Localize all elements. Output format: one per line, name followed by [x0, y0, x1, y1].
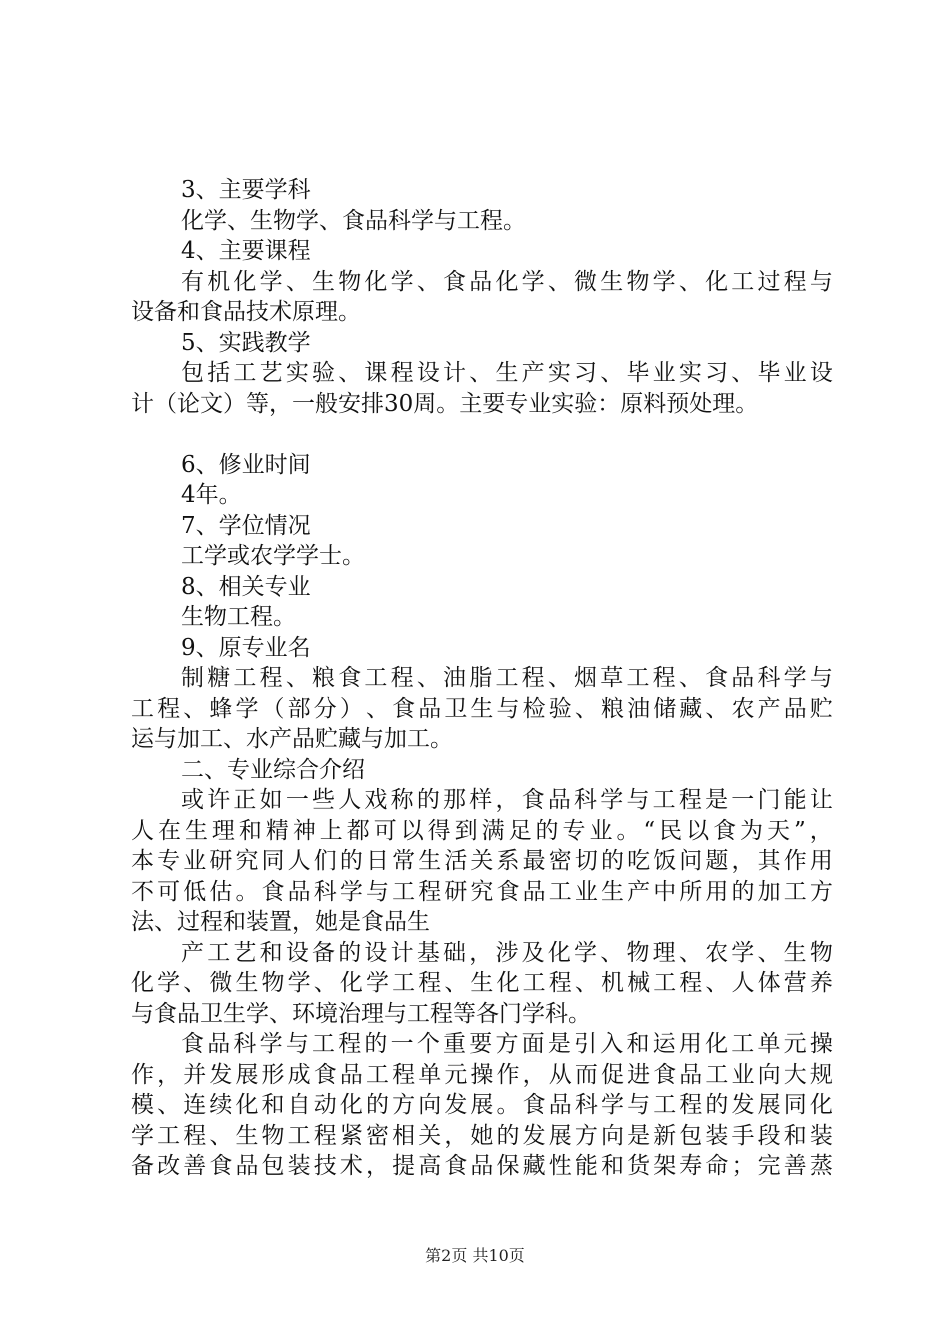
paragraph-line: 工学或农学学士。 — [181, 543, 365, 569]
paragraph-line: 设备和食品技术原理。 — [131, 299, 361, 325]
paragraph-line: 不 可 低 估 。 食 品 科 学 与 工 程 研 究 食 品 工 业 生 产 中 所 用 的 加 工 方 — [131, 878, 833, 905]
paragraph-line: 学 工 程 、 生 物 工 程 紧 密 相 关 ， 她 的 发 展 方 向 是 新 包 装 手 段 和 装 — [131, 1122, 833, 1149]
heading-former-major-names: 9、原专业名 — [181, 634, 311, 661]
paragraph-line: 计（论文）等，一般安排30周。主要专业实验：原料预处理。 — [131, 390, 759, 417]
paragraph-line: 产 工 艺 和 设 备 的 设 计 基 础 ， 涉 及 化 学 、 物 理 、 农 学 、 生 物 — [181, 939, 833, 966]
paragraph-line: 模 、 连 续 化 和 自 动 化 的 方 向 发 展 。 食 品 科 学 与 工 程 的 发 展 同 化 — [131, 1092, 833, 1118]
paragraph-line: 法、过程和装置，她是食品生 — [131, 909, 430, 935]
paragraph-line: 有 机 化 学 、 生 物 化 学 、 食 品 化 学 、 微 生 物 学 、 化 工 过 程 与 — [181, 268, 833, 295]
paragraph-line: 本 专 业 研 究 同 人 们 的 日 常 生 活 关 系 最 密 切 的 吃 饭 问 题 ， 其 作 用 — [131, 848, 833, 874]
paragraph-line: 运与加工、水产品贮藏与加工。 — [131, 726, 453, 752]
paragraph-line: 化 学 、 微 生 物 学 、 化 学 工 程 、 生 化 工 程 、 机 械 工 程 、 人 体 营 养 — [131, 970, 833, 996]
section-heading-introduction: 二、专业综合介绍 — [181, 756, 365, 783]
paragraph-line: 生物工程。 — [181, 604, 296, 630]
paragraph-line: 化学、生物学、食品科学与工程。 — [181, 207, 526, 234]
paragraph-line: 备 改 善 食 品 包 装 技 术 ， 提 高 食 品 保 藏 性 能 和 货 架 寿 命 ； 完 善 蒸 — [131, 1153, 833, 1179]
heading-study-duration: 6、修业时间 — [181, 451, 311, 478]
heading-main-subjects: 3、主要学科 — [181, 177, 311, 203]
paragraph-line: 4年。 — [181, 482, 242, 508]
blank-line — [131, 419, 833, 450]
document-body — [131, 175, 833, 1182]
heading-main-courses: 4、主要课程 — [181, 238, 311, 264]
paragraph-line: 工 程 、 蜂 学 （ 部 分 ） 、 食 品 卫 生 与 检 验 、 粮 油 储 藏 、 农 产 品 贮 — [131, 695, 833, 722]
page-number-footer: 第2页 共10页 — [425, 1246, 525, 1265]
heading-related-majors: 8、相关专业 — [181, 573, 311, 600]
paragraph-line: 制 糖 工 程 、 粮 食 工 程 、 油 脂 工 程 、 烟 草 工 程 、 食 品 科 学 与 — [181, 665, 833, 691]
paragraph-line: 食 品 科 学 与 工 程 的 一 个 重 要 方 面 是 引 入 和 运 用 化 工 单 元 操 — [181, 1031, 833, 1057]
paragraph-line: 包 括 工 艺 实 验 、 课 程 设 计 、 生 产 实 习 、 毕 业 实 习 、 毕 业 设 — [181, 360, 833, 386]
paragraph-line: 人 在 生 理 和 精 神 上 都 可 以 得 到 满 足 的 专 业 。 “ 民 以 食 为 天 ” ， — [131, 817, 833, 844]
heading-degree: 7、学位情况 — [181, 512, 311, 539]
heading-practice-teaching: 5、实践教学 — [181, 329, 311, 356]
paragraph-line: 作 ， 并 发 展 形 成 食 品 工 程 单 元 操 作 ， 从 而 促 进 食 品 工 业 向 大 规 — [131, 1061, 833, 1088]
paragraph-line: 与食品卫生学、环境治理与工程等各门学科。 — [131, 1000, 591, 1027]
paragraph-line: 或 许 正 如 一 些 人 戏 称 的 那 样 ， 食 品 科 学 与 工 程 是 一 门 能 让 — [181, 787, 833, 813]
